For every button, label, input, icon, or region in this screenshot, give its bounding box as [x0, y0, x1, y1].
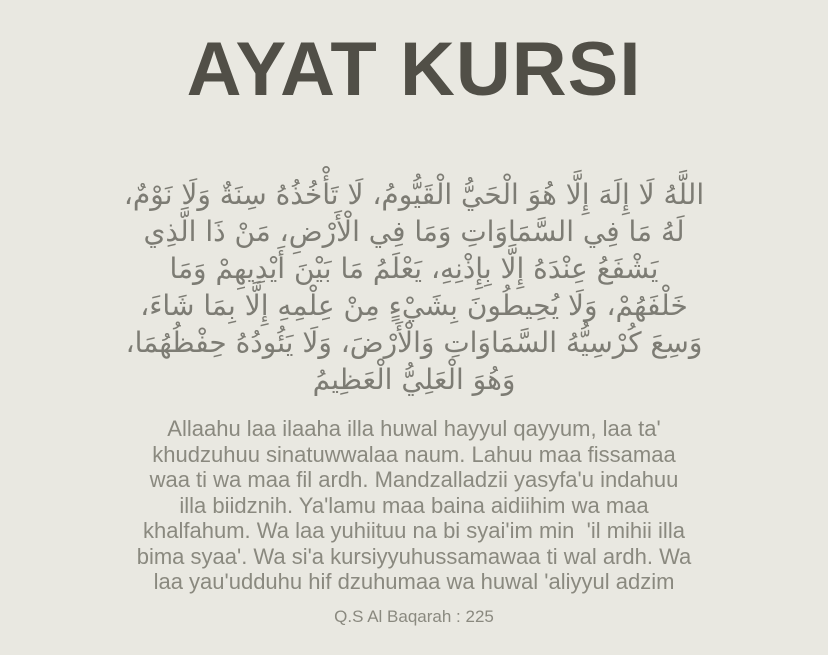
- transliteration-line: waa ti wa maa fil ardh. Mandzalladzii yasyfa'u indahuu: [149, 467, 679, 492]
- arabic-line: وَسِعَ كُرْسِيُّهُ السَّمَاوَاتِ وَالْأَرْضَ، وَلَا يَئُودُهُ حِفْظُهُمَا،: [125, 326, 703, 359]
- transliteration-line: khalfahum. Wa laa yuhiituu na bi syai'im min 'il mihii illa: [143, 518, 685, 543]
- transliteration-line: laa yau'udduhu hif dzuhumaa wa huwal 'aliyyul adzim: [153, 569, 675, 594]
- arabic-line: خَلْفَهُمْ، وَلَا يُحِيطُونَ بِشَيْءٍ مِنْ عِلْمِهِ إِلَّا بِمَا شَاءَ،: [140, 289, 688, 322]
- transliteration: [137, 416, 692, 595]
- poster-title: AYAT KURSI: [186, 27, 642, 112]
- arabic-line: وَهُوَ الْعَلِيُّ الْعَظِيمُ: [312, 363, 516, 396]
- transliteration-line: Allaahu laa ilaaha illa huwal hayyul qayyum, laa ta': [167, 416, 661, 441]
- transliteration-line: khudzuhuu sinatuwwalaa naum. Lahuu maa fissamaa: [152, 441, 676, 467]
- arabic-line: يَشْفَعُ عِنْدَهُ إِلَّا بِإِذْنِهِ، يَعْلَمُ مَا بَيْنَ أَيْدِيهِمْ وَمَا: [169, 252, 659, 285]
- arabic-line: لَهُ مَا فِي السَّمَاوَاتِ وَمَا فِي الْأَرْضِ، مَنْ ذَا الَّذِي: [143, 215, 685, 248]
- transliteration-line: illa biidznih. Ya'lamu maa baina aidiihim wa maa: [179, 492, 649, 518]
- transliteration-line: bima syaa'. Wa si'a kursiyyuhussamawaa ti wal ardh. Wa: [136, 543, 692, 569]
- arabic-line: اللَّهُ لَا إِلَهَ إِلَّا هُوَ الْحَيُّ الْقَيُّومُ، لَا تَأْخُذُهُ سِنَةٌ وَلَا نَوْمٌ،: [123, 178, 705, 211]
- arabic-verse: [124, 176, 704, 398]
- citation: Q.S Al Baqarah : 225: [334, 606, 494, 626]
